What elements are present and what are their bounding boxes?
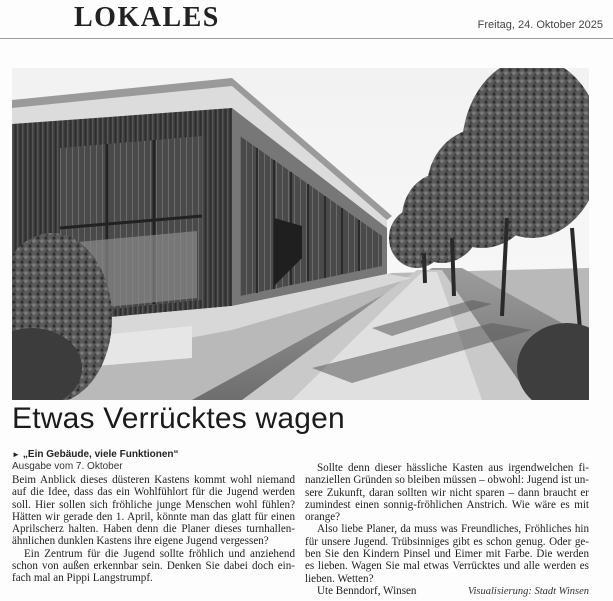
arrow-icon: ► — [12, 450, 20, 459]
article-paragraph-1: Beim Anblick dieses düsteren Kastens kommt wohl niemand auf die Idee, dass das ein Wohlfühlort für die Jugend werden soll. Hier sollen sich fröhliche junge Menschen wohl fühlen? Hätten wir gerade den 1. April, könnte man das glatt für einen Aprilscherz halten. Haben denn die Planer dieses turnhallenähnlichen dunklen Kastens ihre eigene Jugend vergessen? — [12, 474, 295, 548]
article-column-left — [12, 449, 295, 585]
signature-row — [305, 585, 589, 598]
masthead — [0, 0, 613, 39]
article-paragraph-4: Also liebe Planer, da muss was Freundliches, Fröhliches hin für unsere Jugend. Trübsinniges gibt es schon genug. Oder geben Sie den Kindern Pinsel und Eimer mit Farbe. Die werden es lieben. Wagen Sie mal etwas Verrücktes und alle werden es lieben. Wetten? — [305, 523, 589, 585]
photo-credit: Visualisierung: Stadt Winsen — [467, 585, 589, 597]
article-author: Ute Benndorf, Winsen — [317, 584, 417, 597]
referenced-article-edition: Ausgabe vom 7. Oktober — [12, 461, 123, 472]
referenced-article-title — [12, 449, 295, 461]
article-column-right — [305, 462, 589, 598]
article-paragraph-3: Sollte denn dieser hässliche Kasten aus irgendwelchen finanziellen Gründen so bleiben müssen – obwohl: Jugend ist unsere Zukunft, daran sollten wir nicht sparen – dann braucht er zumindest einen sonnig-fröhlichen Anstrich. Wie wäre es mit orange? — [305, 462, 589, 524]
article-photo — [12, 68, 589, 400]
section-title: LOKALES — [74, 2, 220, 33]
issue-date: Freitag, 24. Oktober 2025 — [477, 19, 603, 31]
article-paragraph-2: Ein Zentrum für die Jugend sollte fröhlich und anziehend schon von außen erkennbar sein. Denken Sie dabei doch einfach mal an Pippi Langstrumpf. — [12, 547, 295, 585]
referenced-article-title-text: „Ein Gebäude, viele Funktionen“ — [22, 449, 179, 460]
building-visualization-image — [12, 68, 589, 400]
article-headline: Etwas Verrücktes wagen — [12, 402, 345, 435]
